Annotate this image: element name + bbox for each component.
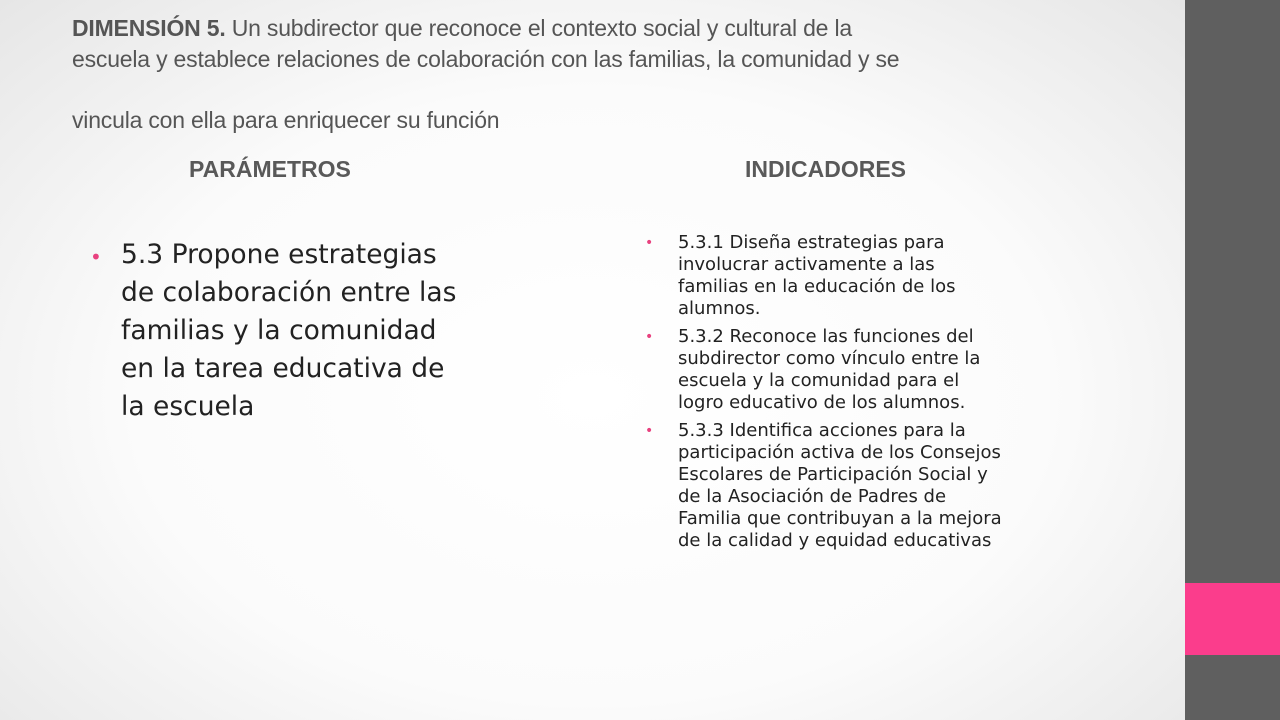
- slide-title-line-1: [72, 15, 852, 42]
- indicator-line: involucrar activamente a las: [678, 254, 935, 275]
- parameter-line: familias y la comunidad: [121, 315, 437, 346]
- indicator-line: participación activa de los Consejos: [678, 442, 1001, 463]
- bullet-icon: •: [645, 329, 654, 345]
- parametros-header: PARÁMETROS: [189, 156, 351, 182]
- indicator-line: 5.3.1 Diseña estrategias para: [678, 232, 945, 253]
- parameter-list: [90, 236, 560, 426]
- parameter-line: 5.3 Propone estrategias: [121, 239, 437, 270]
- indicator-line: Familia que contribuyan a la mejora: [678, 508, 1002, 529]
- indicator-item-5-3-1: [645, 232, 1125, 320]
- parameter-line: de colaboración entre las: [121, 277, 457, 308]
- parameter-line: la escuela: [121, 391, 255, 422]
- indicator-item-5-3-3: [645, 420, 1125, 552]
- bullet-icon: •: [645, 235, 654, 251]
- parameter-line: en la tarea educativa de: [121, 353, 445, 384]
- indicator-line: 5.3.2 Reconoce las funciones del: [678, 326, 974, 347]
- dimension-label: DIMENSIÓN 5.: [72, 15, 226, 41]
- indicator-list: [645, 232, 1125, 558]
- indicator-line: de la Asociación de Padres de: [678, 486, 947, 507]
- slide-title-line-3: vincula con ella para enriquecer su función: [72, 107, 500, 133]
- indicator-item-5-3-2: [645, 326, 1125, 414]
- indicator-line: alumnos.: [678, 298, 761, 319]
- indicadores-header: INDICADORES: [745, 156, 907, 182]
- parameter-item: [90, 236, 560, 426]
- indicator-line: familias en la educación de los: [678, 276, 956, 297]
- indicator-line: logro educativo de los alumnos.: [678, 392, 966, 413]
- indicator-line: Escolares de Participación Social y: [678, 464, 988, 485]
- bullet-icon: •: [90, 245, 102, 269]
- indicator-line: escuela y la comunidad para el: [678, 370, 960, 391]
- title-text-1: Un subdirector que reconoce el contexto social y cultural de la: [225, 15, 852, 41]
- sidebar-accent-block: [1185, 583, 1280, 655]
- slide-title-line-2: escuela y establece relaciones de colaboración con las familias, la comunidad y se: [72, 46, 900, 72]
- bullet-icon: •: [645, 423, 654, 439]
- indicator-line: de la calidad y equidad educativas: [678, 530, 992, 551]
- indicator-line: 5.3.3 Identifica acciones para la: [678, 420, 966, 441]
- indicator-line: subdirector como vínculo entre la: [678, 348, 981, 369]
